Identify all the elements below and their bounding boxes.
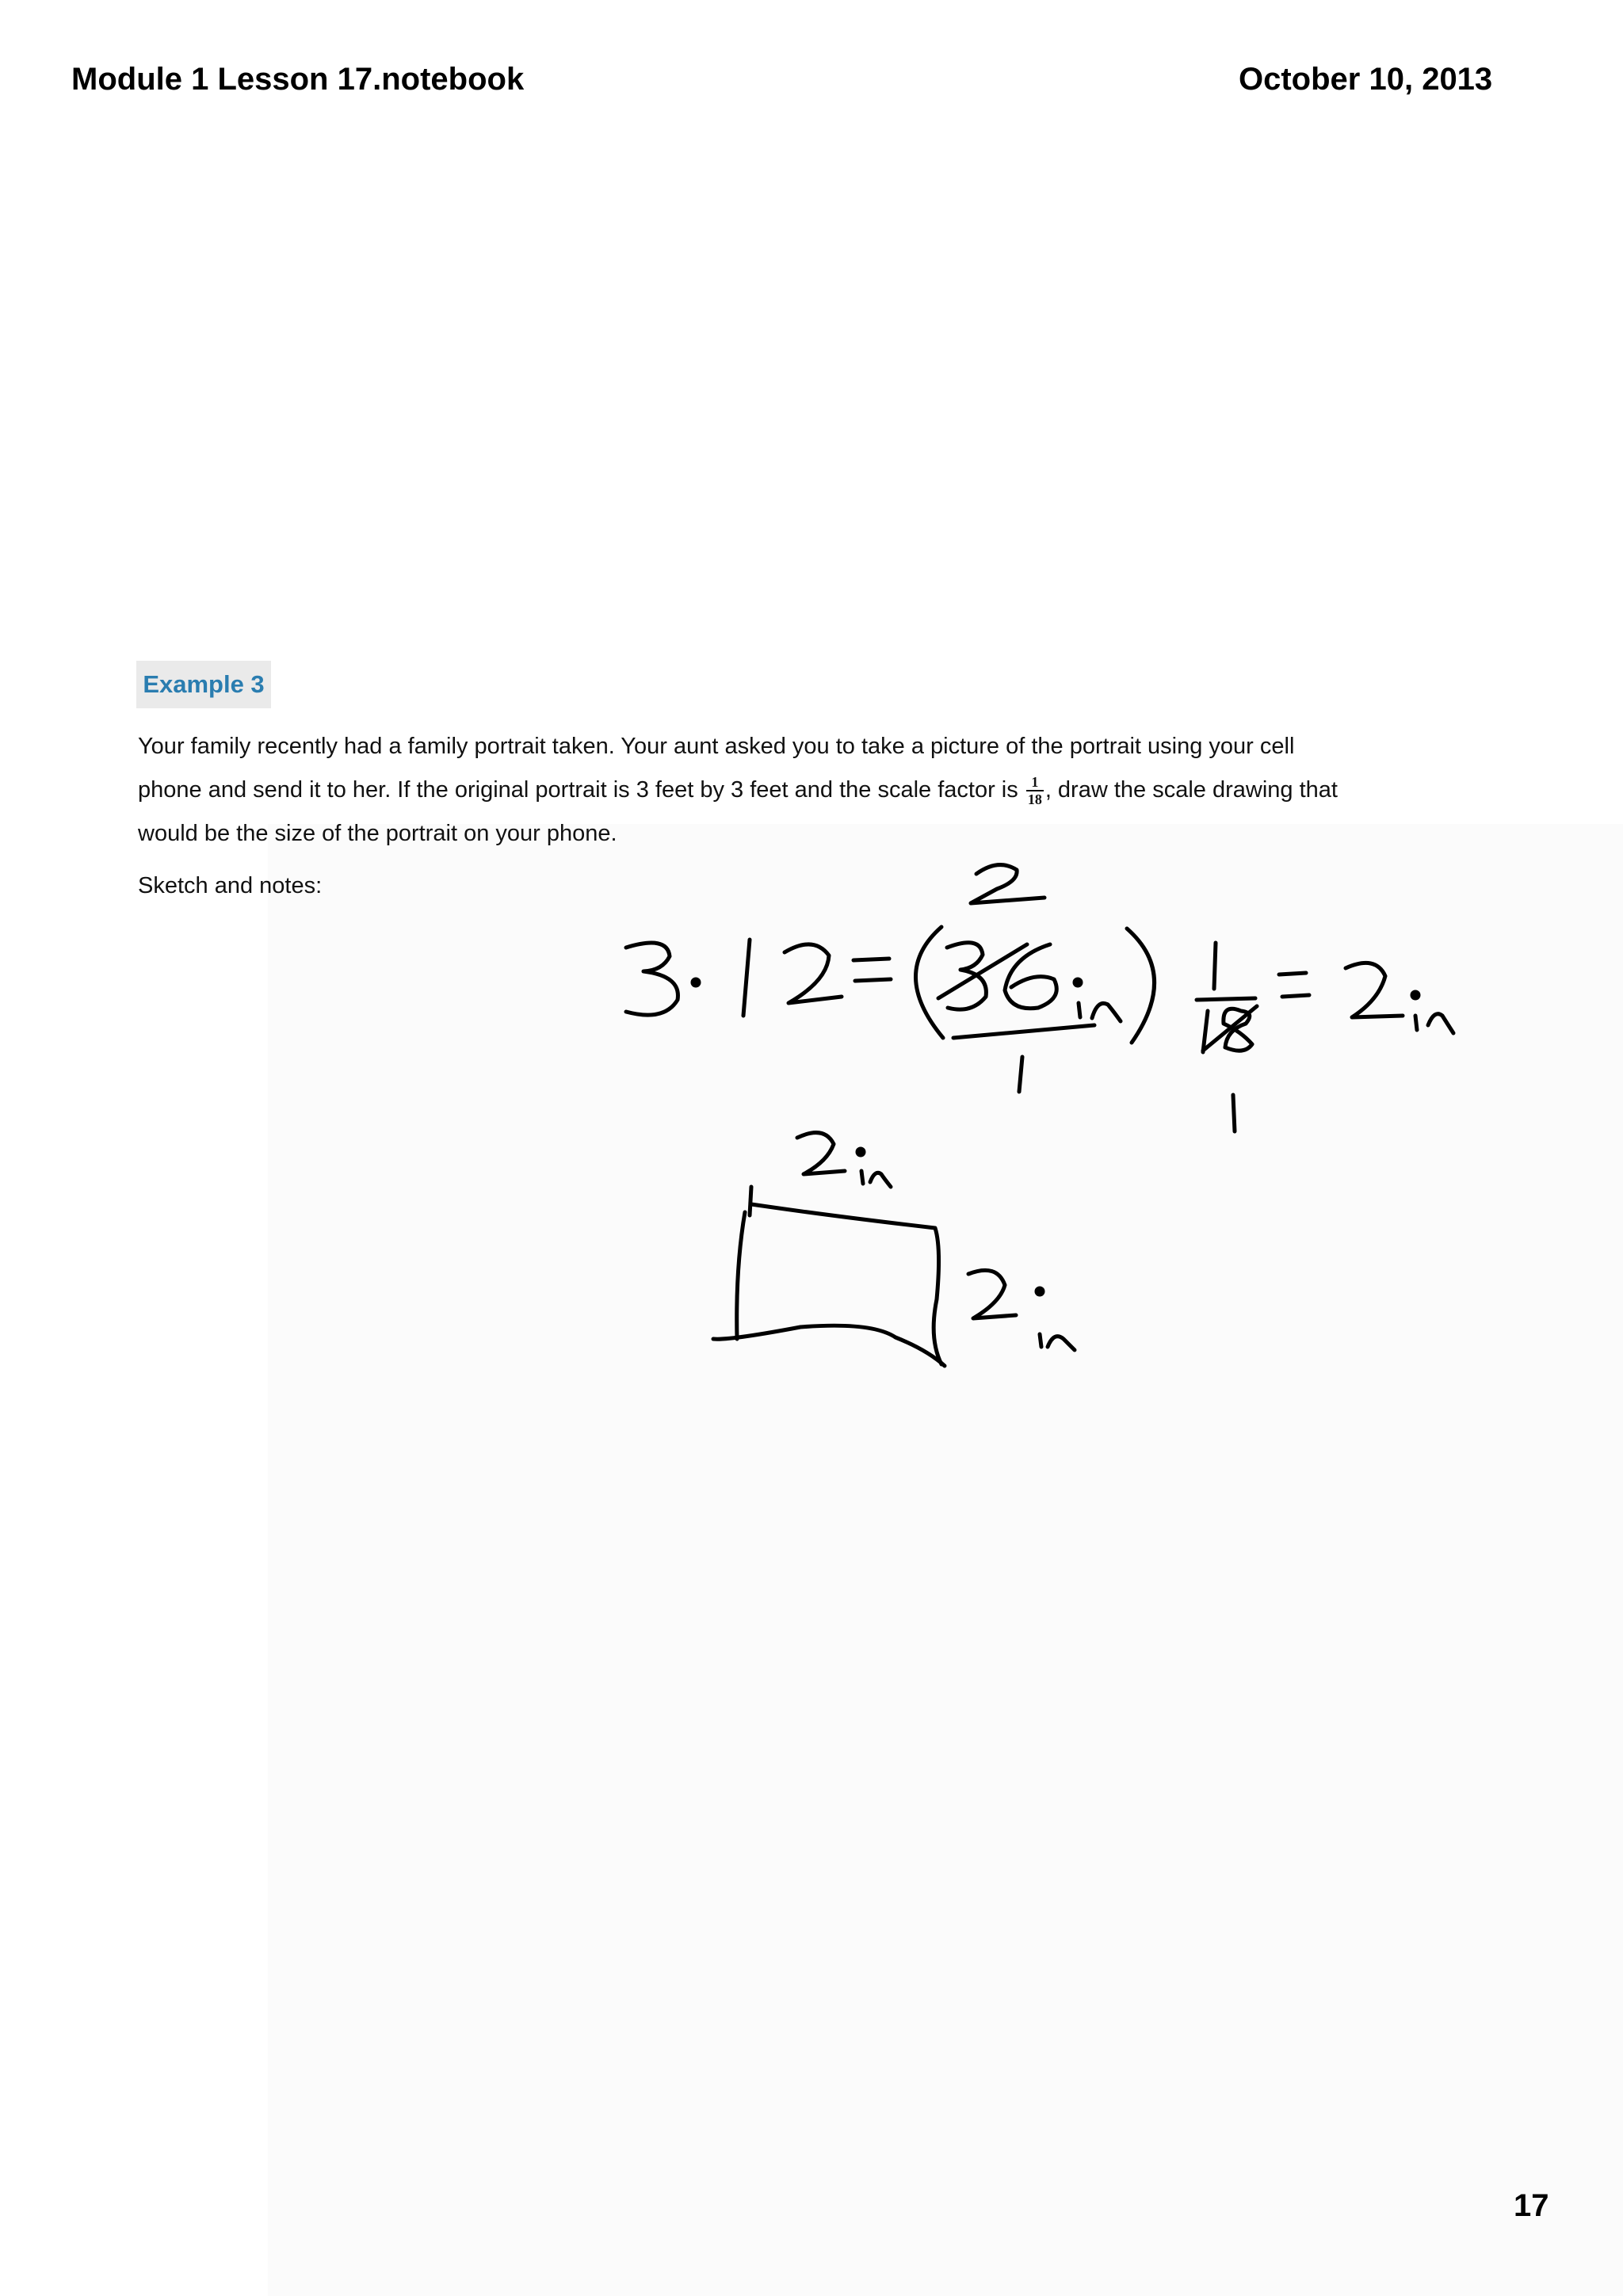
top-side-label: [797, 1133, 891, 1187]
notebook-title: Module 1 Lesson 17.notebook: [71, 62, 525, 97]
sketch-notes-label: Sketch and notes:: [138, 873, 323, 898]
page-number: 17: [1514, 2188, 1549, 2223]
page-date: October 10, 2013: [1239, 62, 1493, 97]
problem-line-2-start: phone and send it to her. If the original portrait is 3 feet by 3 feet and the scale factor is: [138, 777, 1018, 803]
example-label: Example 3: [136, 661, 271, 708]
fraction-denominator: 18: [1027, 791, 1042, 808]
handwritten-equation: [626, 865, 1453, 1131]
problem-line-3: would be the size of the portrait on your phone.: [138, 821, 617, 846]
right-side-label: [968, 1270, 1075, 1350]
scale-drawing-square: [713, 1187, 945, 1366]
problem-line-2-end: , draw the scale drawing that: [1044, 777, 1338, 803]
problem-line-1: Your family recently had a family portrait taken. Your aunt asked you to take a picture of the portrait using your cell: [138, 734, 1295, 759]
fraction-numerator: 1: [1026, 774, 1044, 791]
